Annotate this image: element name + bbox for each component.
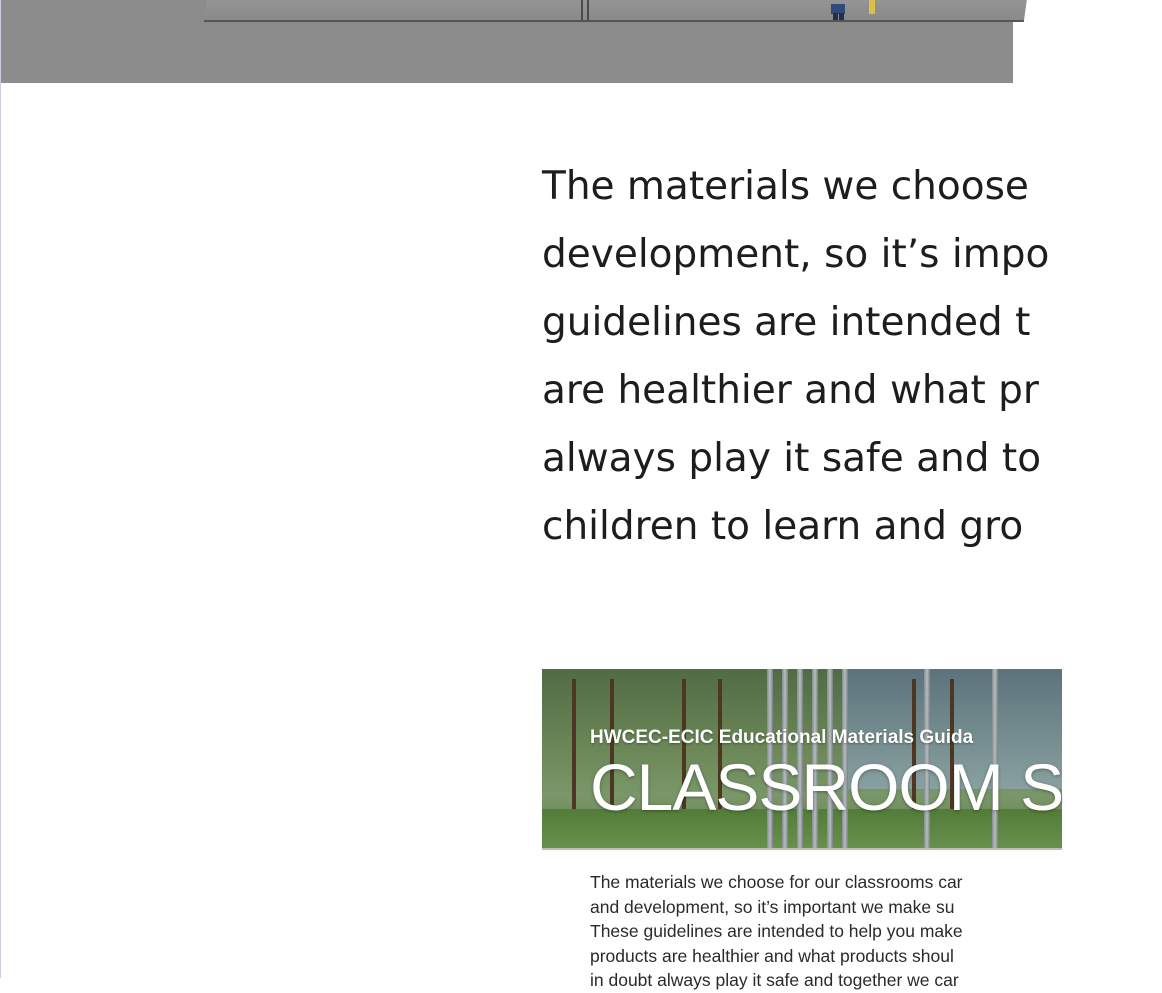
document-title: CLASSROOM S bbox=[590, 750, 1064, 824]
document-banner bbox=[542, 669, 1062, 850]
document-body-line: products are healthier and what products shoul bbox=[590, 945, 954, 966]
document-preview-image[interactable] bbox=[542, 669, 1062, 989]
document-body-line: These guidelines are intended to help you make bbox=[590, 921, 963, 941]
intro-line: The materials we choose bbox=[542, 164, 1029, 209]
intro-line: are healthier and what pr bbox=[542, 368, 1039, 413]
intro-line: development, so it’s impo bbox=[542, 232, 1050, 277]
hero-image-band bbox=[0, 0, 1013, 83]
document-body-line: The materials we choose for our classrooms car bbox=[590, 872, 963, 892]
document-body-line: in doubt always play it safe and together we car bbox=[590, 970, 959, 990]
banner-edge bbox=[542, 848, 1062, 850]
document-body-line: and development, so it’s important we make su bbox=[590, 896, 955, 917]
hero-post bbox=[581, 0, 583, 20]
intro-paragraph bbox=[542, 153, 1162, 561]
hero-post bbox=[587, 0, 589, 20]
hero-person-figure bbox=[831, 0, 875, 20]
intro-line: guidelines are intended t bbox=[542, 300, 1031, 345]
document-body bbox=[590, 870, 1060, 993]
intro-line: always play it safe and to bbox=[542, 436, 1042, 481]
left-border bbox=[0, 83, 1, 978]
document-subtitle: HWCEC-ECIC Educational Materials Guida bbox=[590, 727, 974, 748]
hero-walkway bbox=[204, 0, 1028, 22]
intro-line: children to learn and gro bbox=[542, 504, 1024, 549]
